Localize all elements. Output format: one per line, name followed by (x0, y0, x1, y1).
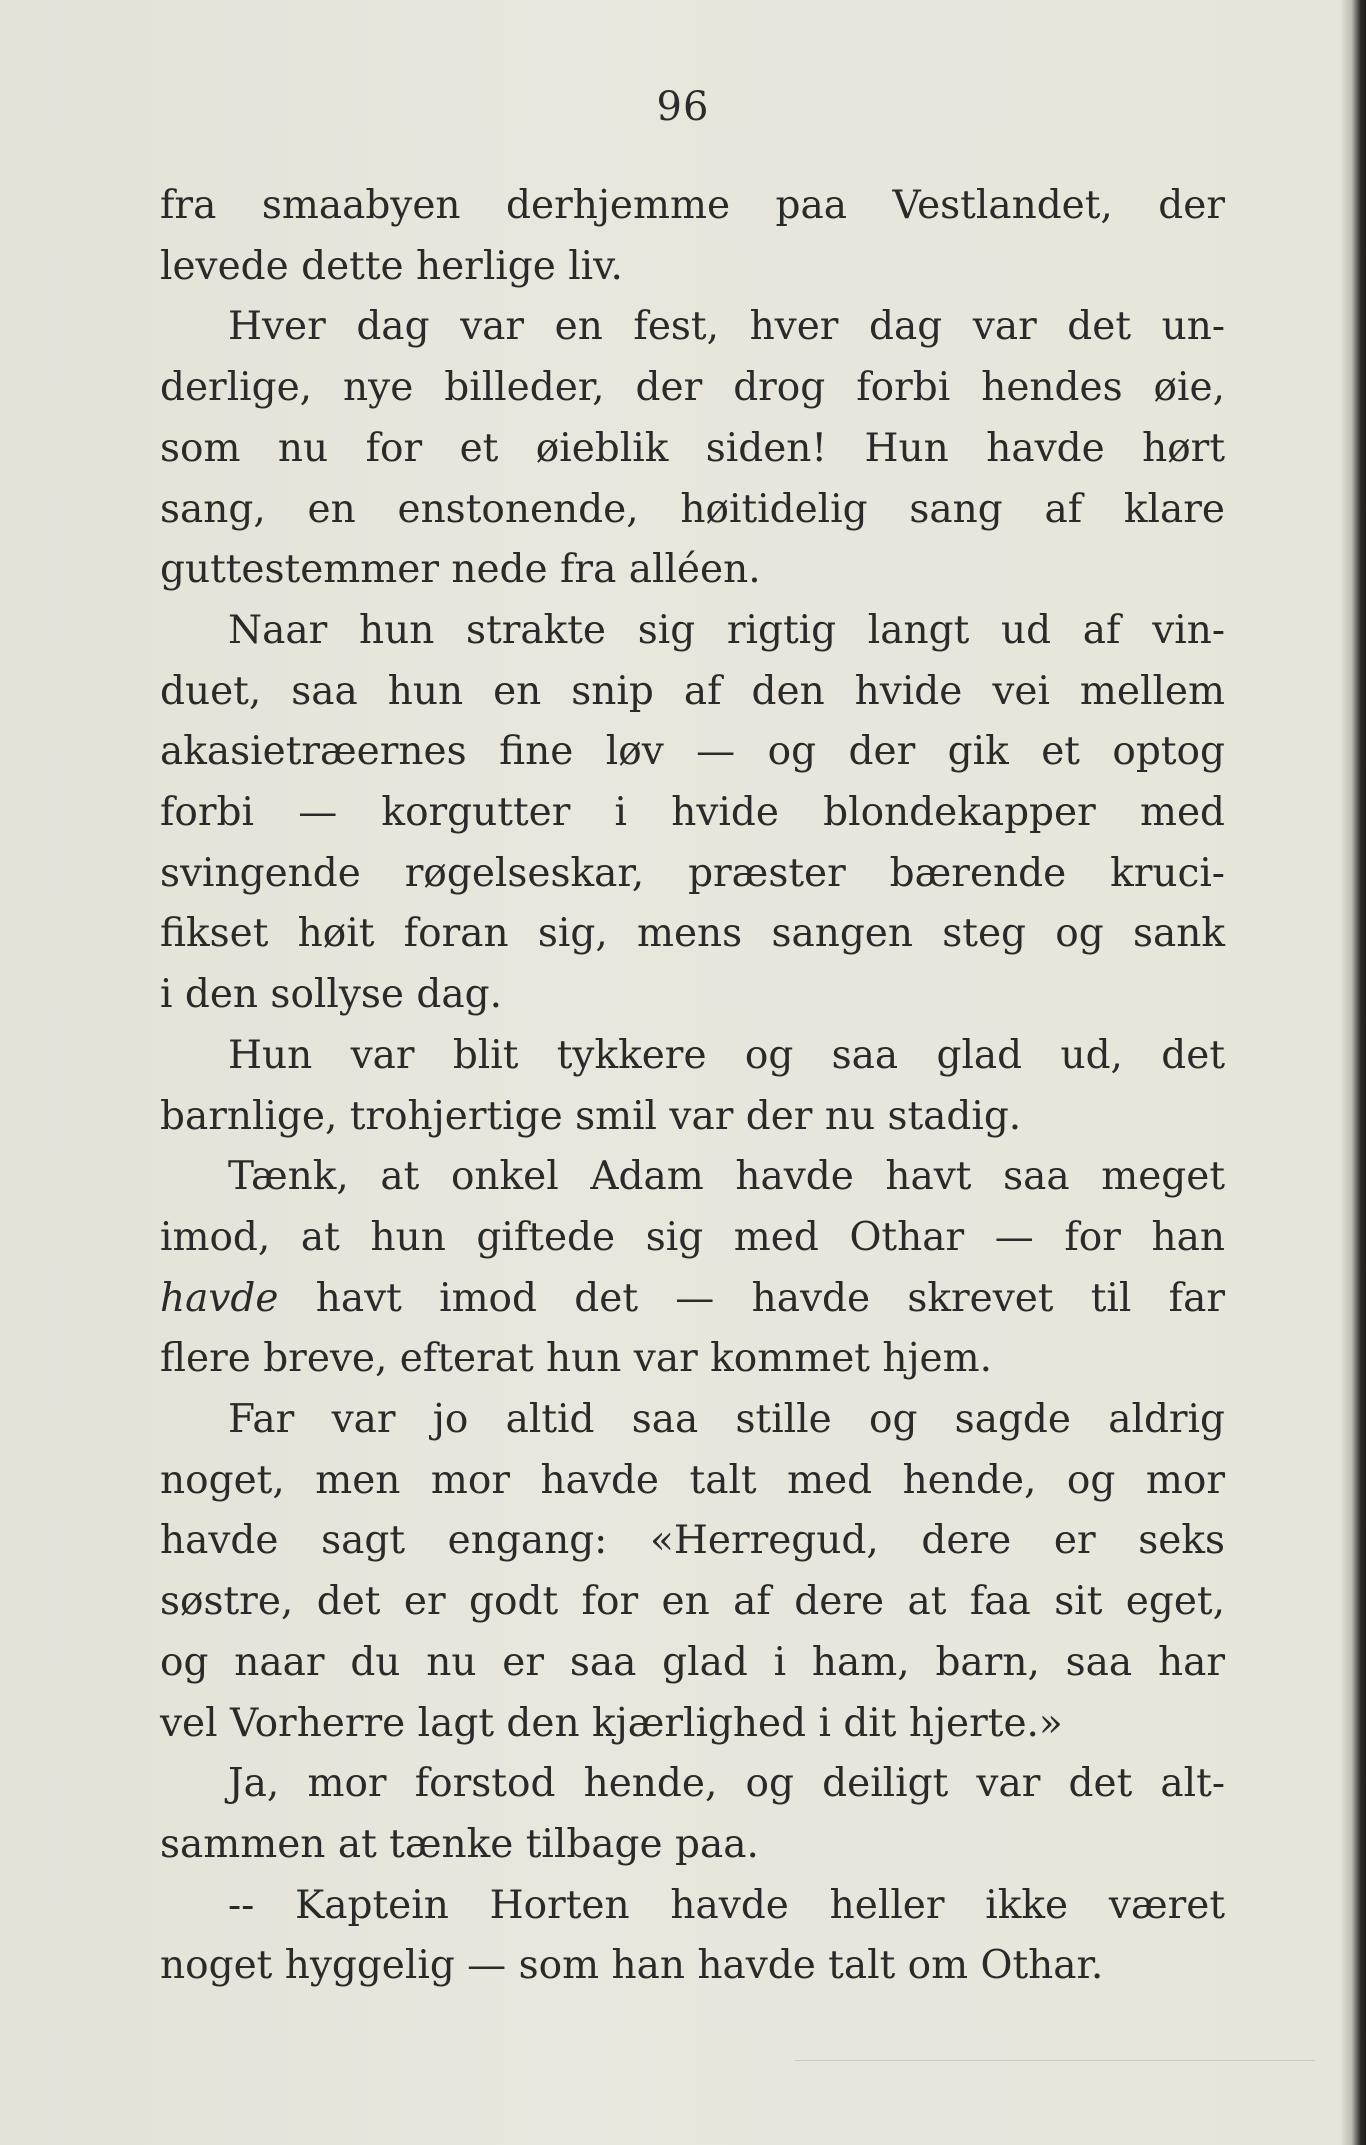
text-line: og naar du nu er saa glad i ham, barn, saa har (160, 1639, 1225, 1685)
text-line: imod, at hun giftede sig med Othar — for han (160, 1214, 1225, 1260)
text-line: barnlige, trohjertige smil var der nu stadig. (160, 1093, 1022, 1139)
text-line: Tænk, at onkel Adam havde havt saa meget (228, 1154, 1225, 1200)
text-line: Hver dag var en fest, hver dag var det un- (228, 304, 1225, 350)
text-line: som nu for et øieblik siden! Hun havde hørt (160, 425, 1225, 471)
text-line-with-italic (160, 1269, 1225, 1330)
page-edge-shadow (1340, 0, 1366, 2145)
text-line: vel Vorherre lagt den kjærlighed i dit hjerte.» (160, 1700, 1063, 1746)
page-crease (795, 2060, 1315, 2061)
text-line: guttestemmer nede fra alléen. (160, 547, 761, 593)
paragraph (160, 1026, 1225, 1147)
text-line: Far var jo altid saa stille og sagde aldrig (228, 1397, 1225, 1443)
text-line: noget, men mor havde talt med hende, og mor (160, 1457, 1225, 1503)
page-body (160, 176, 1225, 1997)
text-line: Naar hun strakte sig rigtig langt ud af vin- (228, 607, 1225, 653)
page-number: 96 (656, 84, 710, 130)
italic-word: havde (160, 1275, 279, 1321)
text-line: forbi — korgutter i hvide blondekapper med (160, 790, 1225, 836)
paragraph (160, 176, 1225, 297)
text-line: -- Kaptein Horten havde heller ikke været (228, 1882, 1225, 1928)
text-fragment: havt imod det — havde skrevet til far (278, 1275, 1225, 1321)
paragraph (160, 601, 1225, 1026)
text-line: akasietræernes fine løv — og der gik et optog (160, 729, 1225, 775)
paragraph (160, 1754, 1225, 1875)
text-line: Ja, mor forstod hende, og deiligt var det alt- (228, 1761, 1225, 1807)
text-line: duet, saa hun en snip af den hvide vei mellem (160, 668, 1225, 714)
text-line: levede dette herlige liv. (160, 243, 623, 289)
text-line: noget hyggelig — som han havde talt om Othar. (160, 1943, 1104, 1989)
text-line: fra smaabyen derhjemme paa Vestlandet, der (160, 183, 1225, 228)
text-line: havde sagt engang: «Herregud, dere er seks (160, 1518, 1225, 1564)
paragraph (160, 1390, 1225, 1754)
paragraph (160, 1147, 1225, 1390)
text-line: fikset høit foran sig, mens sangen steg og sank (160, 911, 1225, 957)
text-line: sang, en enstonende, høitidelig sang af klare (160, 486, 1225, 532)
text-line: Hun var blit tykkere og saa glad ud, det (228, 1032, 1225, 1078)
paragraph (160, 1876, 1225, 1997)
text-line: flere breve, efterat hun var kommet hjem. (160, 1336, 993, 1382)
text-line: i den sollyse dag. (160, 972, 502, 1018)
paragraph (160, 297, 1225, 601)
text-line: søstre, det er godt for en af dere at faa sit eget, (160, 1579, 1225, 1625)
text-line: sammen at tænke tilbage paa. (160, 1821, 759, 1867)
text-line: svingende røgelseskar, præster bærende kruci- (160, 850, 1225, 896)
text-line: derlige, nye billeder, der drog forbi hendes øie, (160, 365, 1225, 411)
